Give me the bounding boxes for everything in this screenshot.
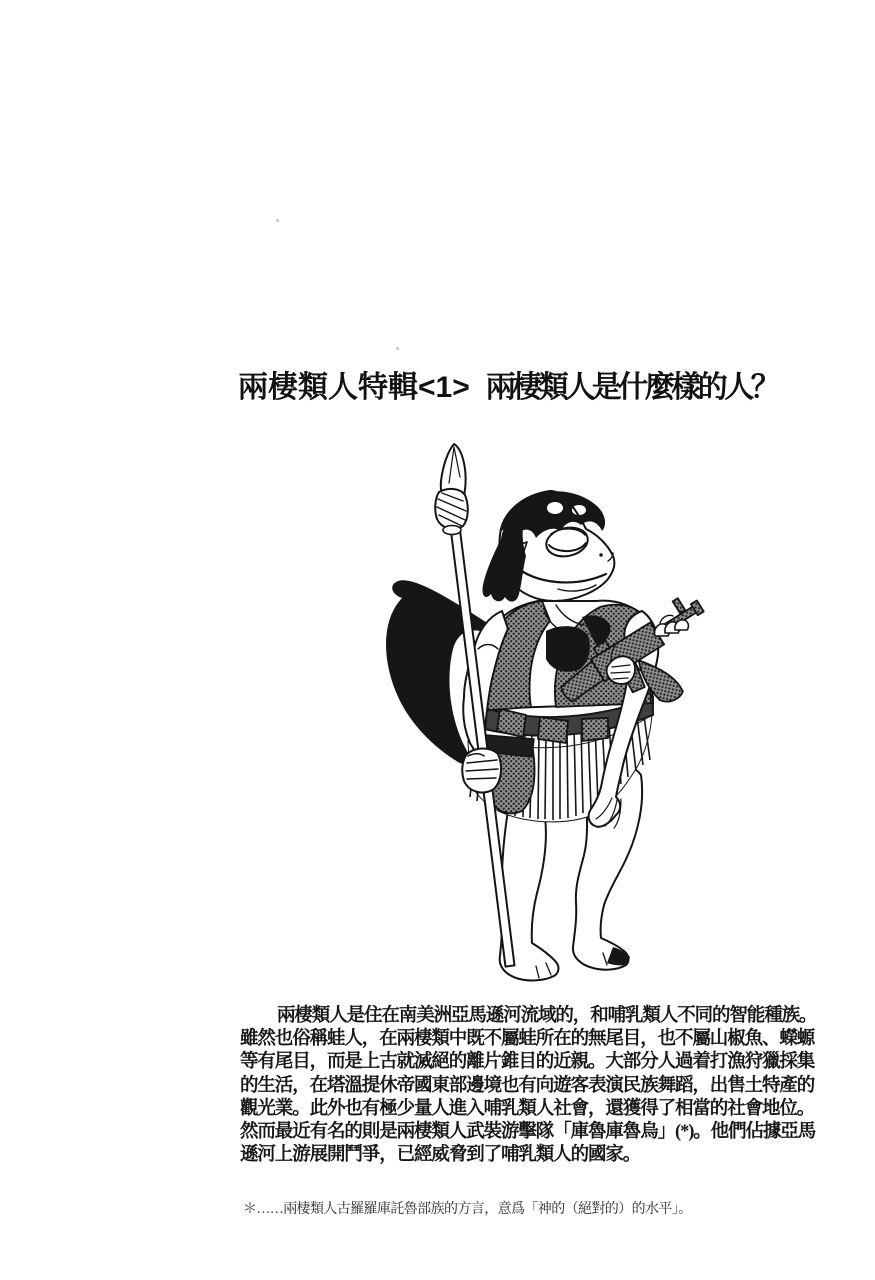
body-paragraph bbox=[240, 1005, 825, 1167]
paragraph-line: 觀光業。此外也有極少量人進入哺乳類人社會，還獲得了相當的社會地位。 bbox=[240, 1098, 815, 1119]
title-part-2: 兩棲類人是什麼樣的人？ bbox=[485, 371, 778, 404]
title-part-1: 兩棲類人特輯<1> bbox=[238, 371, 470, 404]
amphibian-warrior-illustration bbox=[350, 435, 720, 995]
spear-grip-hand bbox=[462, 748, 501, 792]
paragraph-line: 等有尾目，而是上古就滅絕的離片錐目的近親。大部分人過着打漁狩獵採集 bbox=[240, 1052, 815, 1073]
paragraph-line: 遜河上游展開鬥爭，已經威脅到了哺乳類人的國家。 bbox=[240, 1145, 641, 1166]
paragraph-line: 雖然也俗稱蛙人，在兩棲類中既不屬蛙所在的無尾目，也不屬山椒魚、蠑螈 bbox=[240, 1029, 815, 1050]
scan-speck bbox=[276, 219, 279, 222]
footnote: ＊……兩棲類人古羅羅庫託魯部族的方言，意爲「神的（絕對的）的水平」。 bbox=[243, 1202, 692, 1217]
paragraph-line: 兩棲類人是住在南美洲亞馬遜河流域的，和哺乳類人不同的智能種族。 bbox=[277, 1006, 817, 1026]
paragraph-line: 的生活，在塔溫提休帝國東部邊境也有向遊客表演民族舞蹈，出售土特產的 bbox=[240, 1075, 815, 1096]
page-title bbox=[238, 370, 777, 406]
scan-speck bbox=[396, 347, 399, 350]
paragraph-line: 然而最近有名的則是兩棲類人武裝游擊隊「庫魯庫魯烏」(*)。他們佔據亞馬 bbox=[240, 1122, 816, 1143]
